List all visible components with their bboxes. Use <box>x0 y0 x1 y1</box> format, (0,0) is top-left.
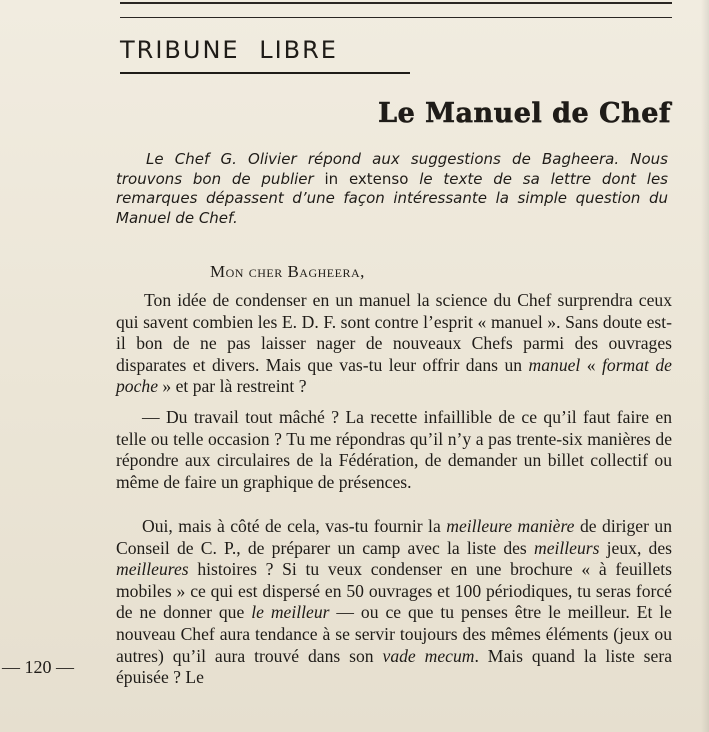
p3-text-c: jeux, des <box>599 537 672 558</box>
p3-italic-meilleures: meilleures <box>116 559 189 580</box>
p3-text-a: Oui, mais à côté de cela, vas-tu fournir la <box>142 516 447 536</box>
letter-paragraph-1 <box>116 290 672 398</box>
top-rule <box>120 2 672 4</box>
p3-italic-vade-mecum: vade mecum <box>382 645 475 666</box>
p3-text-b: de diriger un Conseil de C. P., de préparer un camp avec la liste des <box>116 516 673 558</box>
p3-italic-meilleure-maniere: meilleure manière <box>446 516 575 536</box>
section-title: TRIBUNE LIBRE <box>120 34 410 74</box>
intro-text-1: Le Chef G. Olivier répond aux suggestions de Bagheera. Nous trouvons bon de publier <box>116 150 668 188</box>
p3-text-e: — ou ce que tu penses être le meilleur. Et le nouveau Chef aura tendance à se servir toujours des mêmes éléments (jeux ou autres) qu’il aura trouvé dans son <box>116 602 672 666</box>
p1-text-b: « <box>580 354 603 375</box>
p1-text-c: » et par là restreint ? <box>158 376 307 397</box>
intro-latin-phrase: in extenso <box>324 169 409 188</box>
intro-text-2: le texte de sa lettre dont les remarques dépassent d’une façon intéressante la simple question du Manuel de Chef. <box>116 169 668 227</box>
editorial-intro <box>116 150 668 228</box>
p1-text-a: Ton idée de condenser en un manuel la science du Chef surprendra ceux qui savent combien les E. D. F. sont contre l’esprit « manuel ». Sans doute est-il bon de ne pas laisser nager de nouveaux Chefs parmi des ouvrages disparates et divers. Mais que vas-tu leur offrir dans un <box>116 290 672 375</box>
page-number: — 120 — <box>2 657 74 677</box>
p3-text-d: histoires ? Si tu veux condenser en une brochure « à feuillets mobiles » ce qui est dispersé en 50 ouvrages et 100 périodiques, tu seras forcé de ne donner que <box>116 559 672 623</box>
letter-salutation: Mon cher Bagheera, <box>210 262 365 281</box>
letter-paragraph-3 <box>116 516 672 689</box>
p3-text-f: . Mais quand la liste sera épuisée ? Le <box>116 645 672 688</box>
p1-italic-format: format de poche <box>116 354 672 397</box>
top-rule-secondary <box>120 17 672 18</box>
p1-italic-manuel: manuel <box>528 354 581 375</box>
letter-paragraph-2: — Du travail tout mâché ? La recette infaillible de ce qu’il faut faire en telle ou telle occasion ? Tu me répondras qu’il n’y a pas trente-six manières de répondre aux circulaires de la Fédération, de demander un billet collectif ou même de faire un graphique de présences. <box>116 407 672 492</box>
page-edge-shadow <box>701 0 709 732</box>
p3-italic-meilleurs: meilleurs <box>533 537 600 558</box>
p3-italic-le-meilleur: le meilleur <box>251 602 330 623</box>
article-title: Le Manuel de Chef <box>378 98 671 129</box>
